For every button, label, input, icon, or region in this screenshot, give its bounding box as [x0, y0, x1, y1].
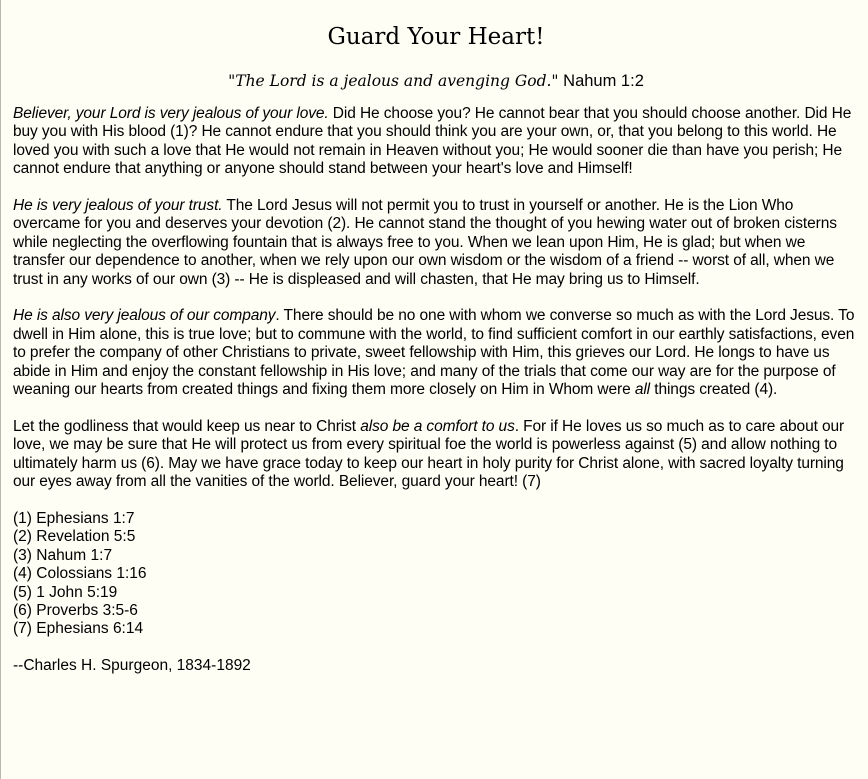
verse-quote: "The Lord is a jealous and avenging God.": [228, 72, 559, 90]
page-title: Guard Your Heart!: [327, 24, 545, 50]
author-signature: --Charles H. Spurgeon, 1834-1892: [13, 657, 251, 675]
paragraph-love: [13, 105, 859, 179]
reference-item: (7) Ephesians 6:14: [13, 620, 144, 638]
paragraph-trust: [13, 197, 859, 289]
paragraph-comfort: [13, 418, 859, 492]
paragraph-love-lead: Believer, your Lord is very jealous of your love.: [13, 105, 329, 122]
reference-item: (3) Nahum 1:7: [13, 546, 113, 564]
paragraph-comfort-body-a: Let the godliness that would keep us near to Christ: [13, 417, 361, 435]
paragraph-trust-lead: He is very jealous of your trust.: [13, 197, 223, 215]
paragraph-company-body-b: things created (4).: [650, 381, 778, 399]
paragraph-company-emphasis: all: [634, 381, 651, 399]
verse-reference: Nahum 1:2: [563, 72, 644, 90]
paragraph-company-lead: He is also very jealous of our company: [13, 307, 276, 325]
reference-item: (5) 1 John 5:19: [13, 583, 118, 601]
paragraph-company-body-a: . There should be no one with whom we converse so much as with the Lord Jesus. To dwell in Him alone, this is true love; but to commune with the world, to find sufficient comfort in our earthly satisfactions, even to prefer the company of other Christians to private, sweet fellowship with Him, this grieves our Lord. He longs to have us abide in Him and enjoy the constant fellowship in His love; and many of the trials that come our way are for the purpose of weaning our hearts from created things and fixing them more closely on Him in Whom were: [13, 307, 855, 399]
reference-item: (6) Proverbs 3:5-6: [13, 601, 138, 619]
verse-line: [13, 69, 859, 93]
reference-item: (4) Colossians 1:16: [13, 565, 147, 583]
reference-item: (1) Ephesians 1:7: [13, 509, 135, 527]
paragraph-company: [13, 307, 859, 399]
devotional-page: [13, 20, 859, 676]
paragraph-trust-body: The Lord Jesus will not permit you to trust in yourself or another. He is the Lion Who overcame for you and deserves your devotion (2). He cannot stand the thought of you hewing water out of broken cisterns while neglecting the overflowing fountain that is always free to you. When we lean upon Him, He is glad; but when we transfer our dependence to another, when we rely upon our own wisdom or the wisdom of a friend -- worst of all, when we trust in any works of our own (3) -- He is displeased and will chasten, that He may bring us to Himself.: [13, 197, 837, 288]
references-list: [13, 510, 859, 639]
reference-item: (2) Revelation 5:5: [13, 528, 136, 546]
paragraph-comfort-emphasis: also be a comfort to us: [360, 417, 515, 435]
paragraph-comfort-body-b: . For if He loves us so much as to care about our love, we may be sure that He will protect us from every spiritual foe the world is powerless against (5) and allow nothing to ultimately harm us (6). May we have grace today to keep our heart in holy purity for Christ alone, with sacred loyalty turning our eyes away from all the vanities of the world. Believer, guard your heart! (7): [13, 417, 845, 491]
paragraph-love-body: Did He choose you? He cannot bear that you should choose another. Did He buy you with His blood (1)? He cannot endure that you should think you are your own, or, that you belong to this world. He loved you with such a love that He would not remain in Heaven without you; He would sooner die than have you perish; He cannot endure that anything or anyone should stand between your heart's love and Himself!: [13, 105, 852, 178]
